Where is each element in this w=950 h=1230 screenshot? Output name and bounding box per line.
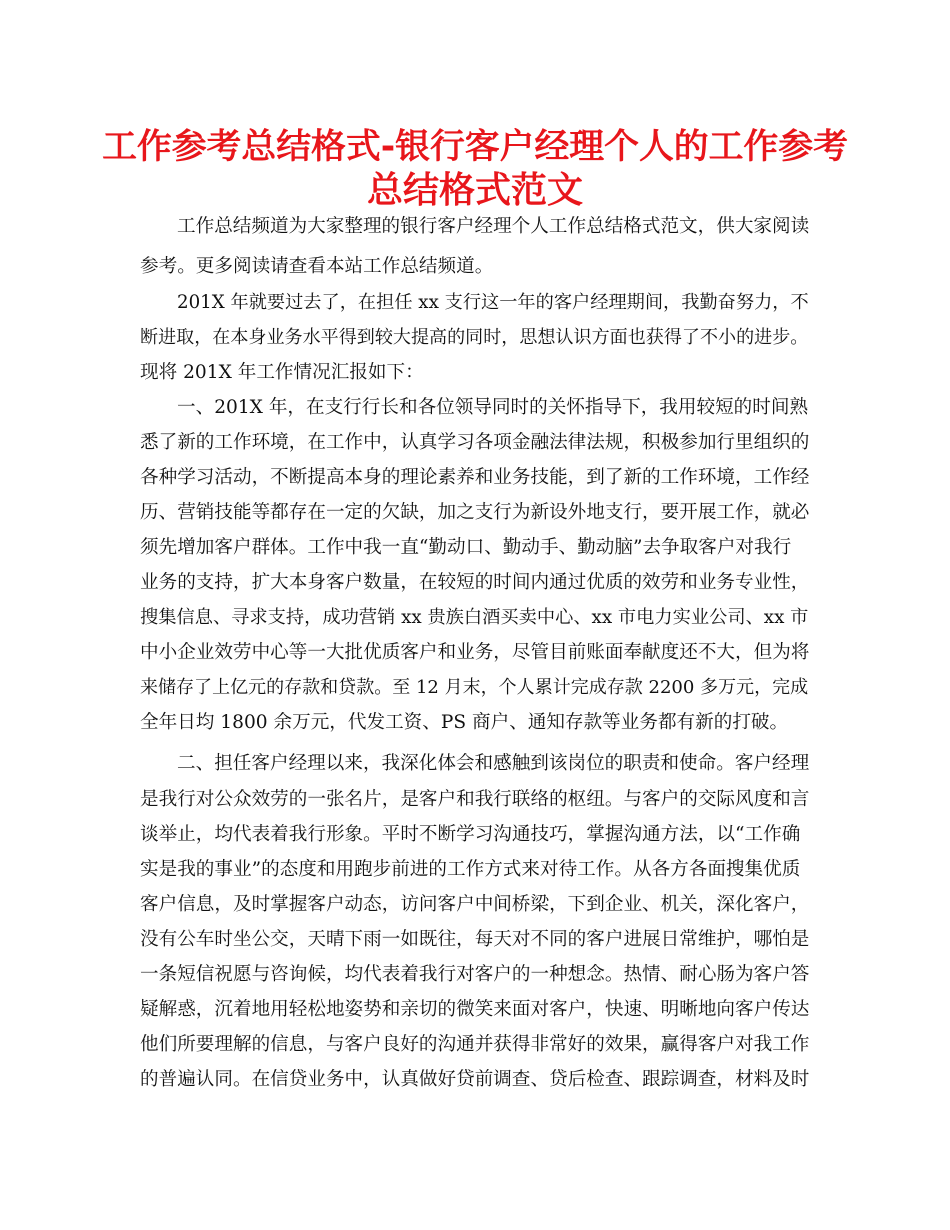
paragraph-line: 工作总结频道为大家整理的银行客户经理个人工作总结格式范文，供大家阅读: [177, 216, 810, 237]
paragraph-line: 断进取，在本身业务水平得到较大提高的同时，思想认识方面也获得了不小的进步。: [140, 327, 809, 348]
paragraph-line: 现将 201X 年工作情况汇报如下：: [140, 362, 424, 383]
document-title-line-2: 总结格式范文: [366, 170, 583, 211]
paragraph-line: 谈举止，均代表着我行形象。平时不断学习沟通技巧，掌握沟通方法，以“工作确: [140, 824, 801, 845]
paragraph-line: 是我行对公众效劳的一张名片，是客户和我行联络的枢纽。与客户的交际风度和言: [140, 789, 810, 810]
paragraph-line: 全年日均 1800 余万元，代发工资、PS 商户、通知存款等业务都有新的打破。: [140, 712, 789, 733]
paragraph-line: 搜集信息、寻求支持，成功营销 xx 贵族白酒买卖中心、xx 市电力实业公司、xx 市: [140, 607, 809, 628]
paragraph-line: 历、营销技能等都存在一定的欠缺，加之支行为新设外地支行，要开展工作，就必: [140, 502, 810, 523]
document-title-line-1: 工作参考总结格式-银行客户经理个人的工作参考: [102, 127, 848, 167]
paragraph-line: 客户信息，及时掌握客户动态，访问客户中间桥梁，下到企业、机关，深化客户，: [140, 894, 810, 915]
paragraph-line: 一条短信祝愿与咨询候，均代表着我行对客户的一种想念。热情、耐心肠为客户答: [140, 964, 810, 985]
paragraph-line: 201X 年就要过去了，在担任 xx 支行这一年的客户经理期间，我勤奋努力，不: [177, 292, 809, 313]
paragraph-line: 来储存了上亿元的存款和贷款。至 12 月末，个人累计完成存款 2200 多万元，完成: [140, 677, 809, 698]
paragraph-line: 一、201X 年，在支行行长和各位领导同时的关怀指导下，我用较短的时间熟: [177, 397, 809, 418]
paragraph-line: 须先增加客户群体。工作中我一直“勤动口、勤动手、勤动脑”去争取客户对我行: [140, 537, 792, 558]
paragraph-line: 没有公车时坐公交，天晴下雨一如既往，每天对不同的客户进展日常维护，哪怕是: [140, 929, 810, 950]
paragraph-line: 业务的支持，扩大本身客户数量，在较短的时间内通过优质的效劳和业务专业性，: [140, 572, 810, 593]
paragraph-line: 参考。更多阅读请查看本站工作总结频道。: [140, 256, 494, 277]
paragraph-line: 各种学习活动，不断提高本身的理论素养和业务技能，到了新的工作环境，工作经: [140, 467, 810, 488]
paragraph-line: 实是我的事业”的态度和用跑步前进的工作方式来对待工作。从各方各面搜集优质: [140, 859, 801, 880]
paragraph-line: 他们所要理解的信息，与客户良好的沟通并获得非常好的效果，赢得客户对我工作: [140, 1034, 810, 1055]
paragraph-line: 疑解惑，沉着地用轻松地姿势和亲切的微笑来面对客户，快速、明晰地向客户传达: [140, 999, 810, 1020]
paragraph-line: 中小企业效劳中心等一大批优质客户和业务，尽管目前账面奉献度还不大，但为将: [140, 642, 810, 663]
paragraph-line: 的普遍认同。在信贷业务中，认真做好贷前调查、贷后检查、跟踪调查，材料及时: [140, 1069, 810, 1090]
paragraph-line: 二、担任客户经理以来，我深化体会和感触到该岗位的职责和使命。客户经理: [177, 753, 810, 774]
paragraph-line: 悉了新的工作环境，在工作中，认真学习各项金融法律法规，积极参加行里组织的: [140, 432, 810, 453]
